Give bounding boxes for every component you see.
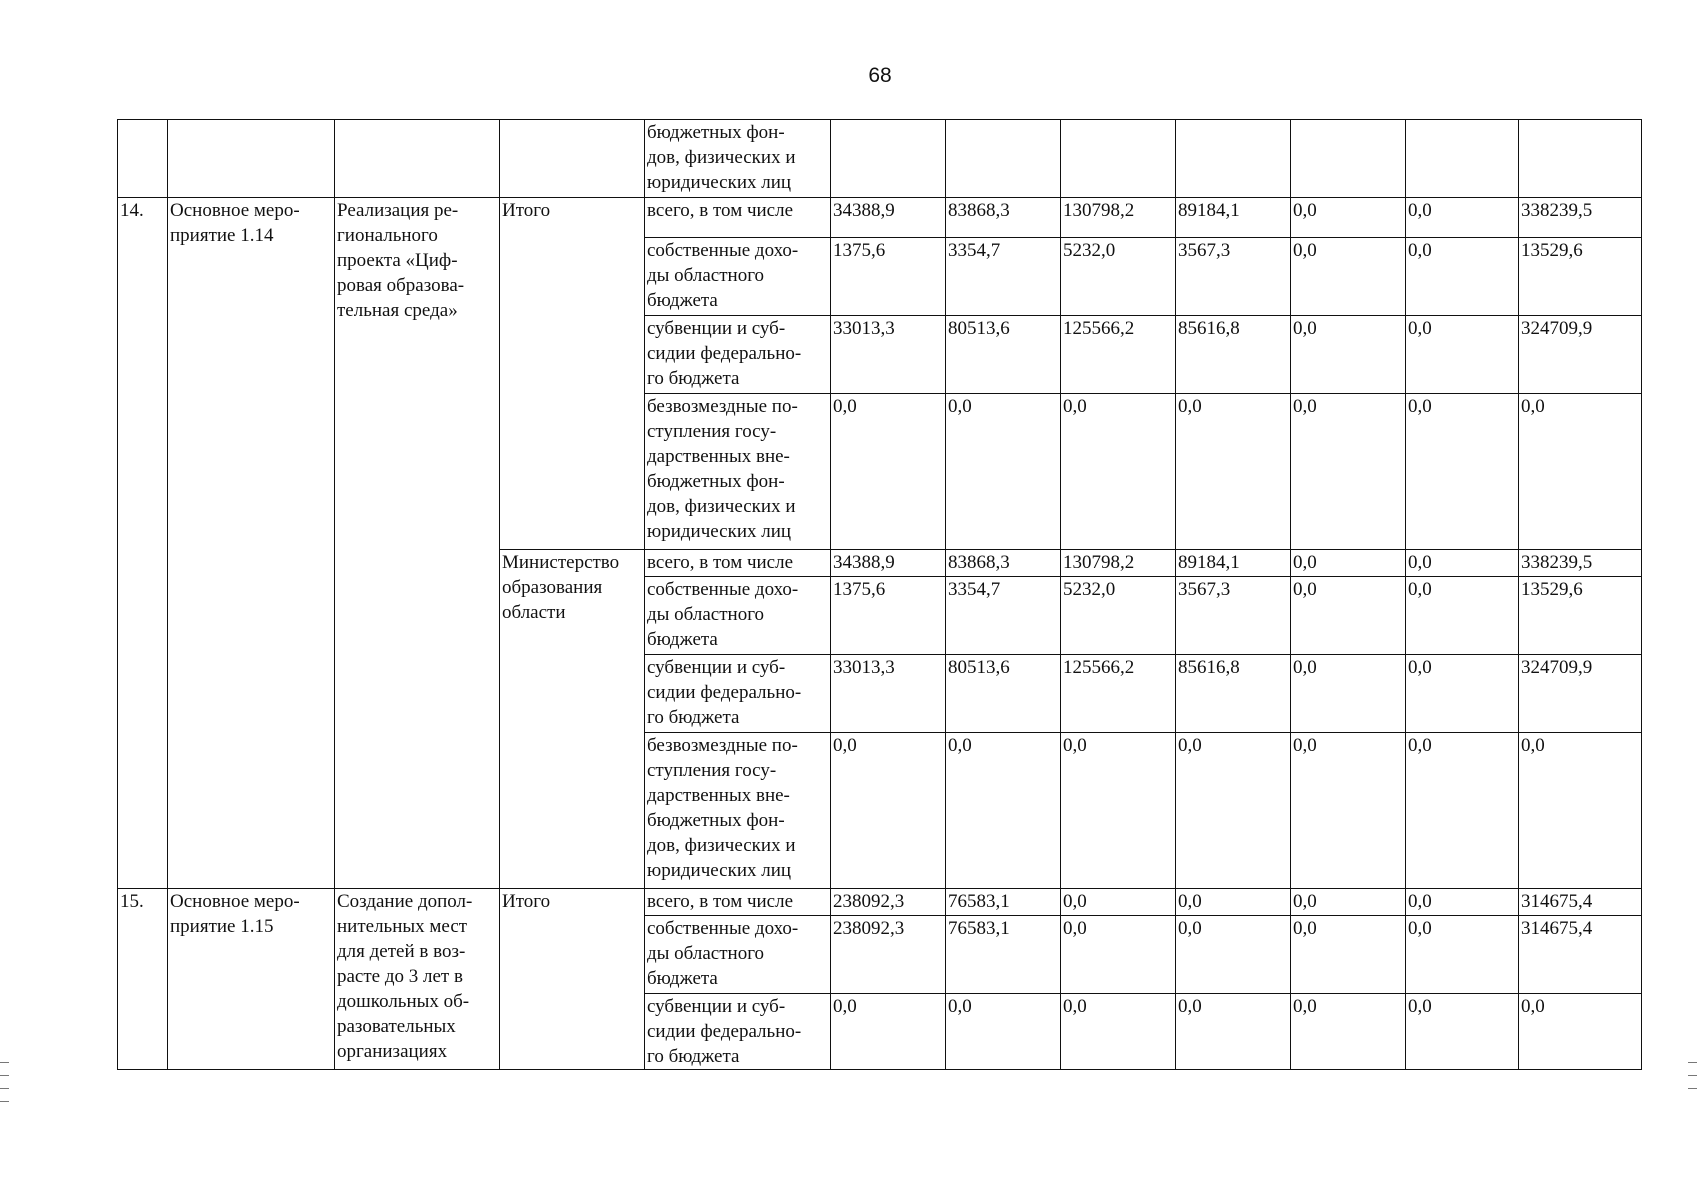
value-cell: 0,0 [946, 994, 1061, 1070]
page-number: 68 [868, 64, 892, 87]
item-name-cell [168, 889, 335, 1070]
value-cell: 338239,5 [1519, 550, 1642, 577]
source-cell [645, 916, 831, 994]
executor-cell [500, 120, 645, 198]
value-cell: 0,0 [1291, 316, 1406, 394]
source-cell [645, 994, 831, 1070]
value-cell: 89184,1 [1176, 550, 1291, 577]
value-cell: 0,0 [1406, 238, 1519, 316]
source-label: всего, в том числе [645, 550, 831, 577]
value-cell: 0,0 [1291, 394, 1406, 550]
value-cell: 324709,9 [1519, 316, 1642, 394]
value-cell: 314675,4 [1519, 916, 1642, 994]
value-cell: 324709,9 [1519, 655, 1642, 733]
value-cell: 0,0 [1291, 198, 1406, 238]
item-name-cell [168, 198, 335, 889]
value-cell: 13529,6 [1519, 577, 1642, 655]
value-cell: 0,0 [831, 733, 946, 889]
value-cell: 0,0 [1061, 889, 1176, 916]
value-cell: 0,0 [1519, 994, 1642, 1070]
value-cell [946, 120, 1061, 198]
value-cell: 238092,3 [831, 889, 946, 916]
value-cell: 85616,8 [1176, 655, 1291, 733]
value-cell: 3567,3 [1176, 577, 1291, 655]
value-cell: 34388,9 [831, 198, 946, 238]
value-cell: 0,0 [1176, 916, 1291, 994]
value-cell: 0,0 [831, 994, 946, 1070]
source-label: субвенции и суб- сидии федерально- го бюджета [647, 996, 802, 1067]
executor-itogo: Итого [500, 889, 645, 1070]
source-label: бюджетных фон- дов, физических и юридических лиц [647, 122, 796, 193]
value-cell: 130798,2 [1061, 198, 1176, 238]
item-title-cell [335, 889, 500, 1070]
value-cell: 89184,1 [1176, 198, 1291, 238]
value-cell: 0,0 [1061, 394, 1176, 550]
source-label: всего, в том числе [645, 198, 831, 238]
value-cell: 0,0 [1406, 316, 1519, 394]
value-cell: 0,0 [1519, 394, 1642, 550]
item-title: Создание допол- нительных мест для детей в воз- расте до 3 лет в дошкольных об- разовательных организациях [337, 891, 473, 1062]
value-cell: 80513,6 [946, 655, 1061, 733]
value-cell: 85616,8 [1176, 316, 1291, 394]
source-label: субвенции и суб- сидии федерально- го бюджета [647, 657, 802, 728]
value-cell [1061, 120, 1176, 198]
value-cell: 34388,9 [831, 550, 946, 577]
source-label: собственные дохо- ды областного бюджета [647, 918, 799, 989]
value-cell: 0,0 [946, 394, 1061, 550]
value-cell: 0,0 [1406, 577, 1519, 655]
value-cell [1176, 120, 1291, 198]
executor-ministry-cell [500, 550, 645, 889]
value-cell: 0,0 [1291, 889, 1406, 916]
value-cell: 0,0 [1176, 733, 1291, 889]
value-cell: 0,0 [1291, 916, 1406, 994]
executor-itogo: Итого [500, 198, 645, 550]
value-cell: 0,0 [1519, 733, 1642, 889]
value-cell: 0,0 [1406, 394, 1519, 550]
value-cell: 0,0 [1061, 994, 1176, 1070]
item-title: Реализация ре- гионального проекта «Циф- ровая образова- тельная среда» [337, 200, 465, 321]
source-label: субвенции и суб- сидии федерально- го бюджета [647, 318, 802, 389]
value-cell: 76583,1 [946, 916, 1061, 994]
value-cell: 0,0 [1406, 916, 1519, 994]
value-cell: 5232,0 [1061, 577, 1176, 655]
value-cell [1406, 120, 1519, 198]
value-cell: 0,0 [1291, 655, 1406, 733]
num-cell [118, 120, 168, 198]
value-cell: 3567,3 [1176, 238, 1291, 316]
source-label: собственные дохо- ды областного бюджета [647, 240, 799, 311]
value-cell: 80513,6 [946, 316, 1061, 394]
value-cell: 338239,5 [1519, 198, 1642, 238]
source-label: собственные дохо- ды областного бюджета [647, 579, 799, 650]
value-cell: 1375,6 [831, 577, 946, 655]
item-name: Основное меро- приятие 1.14 [170, 200, 300, 246]
value-cell: 83868,3 [946, 198, 1061, 238]
value-cell: 0,0 [1176, 889, 1291, 916]
value-cell: 0,0 [1406, 994, 1519, 1070]
source-cell [645, 316, 831, 394]
value-cell: 0,0 [1176, 994, 1291, 1070]
value-cell [831, 120, 946, 198]
table-row [118, 889, 1642, 916]
table-row [118, 120, 1642, 198]
value-cell: 0,0 [1406, 198, 1519, 238]
value-cell: 1375,6 [831, 238, 946, 316]
source-label: безвозмездные по- ступления госу- дарственных вне- бюджетных фон- дов, физических и юридических лиц [647, 735, 798, 881]
value-cell: 0,0 [1406, 655, 1519, 733]
value-cell: 238092,3 [831, 916, 946, 994]
value-cell: 33013,3 [831, 655, 946, 733]
name-cell [168, 120, 335, 198]
source-cell [645, 394, 831, 550]
value-cell: 0,0 [1061, 733, 1176, 889]
value-cell: 0,0 [1406, 889, 1519, 916]
executor-ministry: Министерство образования области [502, 552, 620, 623]
value-cell [1291, 120, 1406, 198]
source-cell [645, 733, 831, 889]
source-cell [645, 238, 831, 316]
value-cell: 314675,4 [1519, 889, 1642, 916]
value-cell: 0,0 [831, 394, 946, 550]
item-name: Основное меро- приятие 1.15 [170, 891, 300, 937]
value-cell [1519, 120, 1642, 198]
source-cell [645, 655, 831, 733]
value-cell: 0,0 [1291, 577, 1406, 655]
value-cell: 5232,0 [1061, 238, 1176, 316]
source-label: всего, в том числе [645, 889, 831, 916]
value-cell: 76583,1 [946, 889, 1061, 916]
source-cell [645, 120, 831, 198]
value-cell: 0,0 [1291, 550, 1406, 577]
value-cell: 3354,7 [946, 238, 1061, 316]
value-cell: 0,0 [1176, 394, 1291, 550]
source-label: безвозмездные по- ступления госу- дарственных вне- бюджетных фон- дов, физических и юридических лиц [647, 396, 798, 542]
value-cell: 0,0 [1406, 550, 1519, 577]
value-cell: 83868,3 [946, 550, 1061, 577]
item-number: 15. [118, 889, 168, 1070]
value-cell: 125566,2 [1061, 316, 1176, 394]
value-cell: 0,0 [1291, 733, 1406, 889]
source-cell [645, 577, 831, 655]
value-cell: 13529,6 [1519, 238, 1642, 316]
item-number: 14. [118, 198, 168, 889]
value-cell: 0,0 [1291, 994, 1406, 1070]
value-cell: 130798,2 [1061, 550, 1176, 577]
value-cell: 0,0 [1291, 238, 1406, 316]
value-cell: 0,0 [1406, 733, 1519, 889]
value-cell: 0,0 [946, 733, 1061, 889]
budget-table [117, 119, 1642, 1070]
value-cell: 3354,7 [946, 577, 1061, 655]
item-title-cell [335, 198, 500, 889]
value-cell: 125566,2 [1061, 655, 1176, 733]
value-cell: 0,0 [1061, 916, 1176, 994]
table-row [118, 198, 1642, 238]
title-cell [335, 120, 500, 198]
value-cell: 33013,3 [831, 316, 946, 394]
